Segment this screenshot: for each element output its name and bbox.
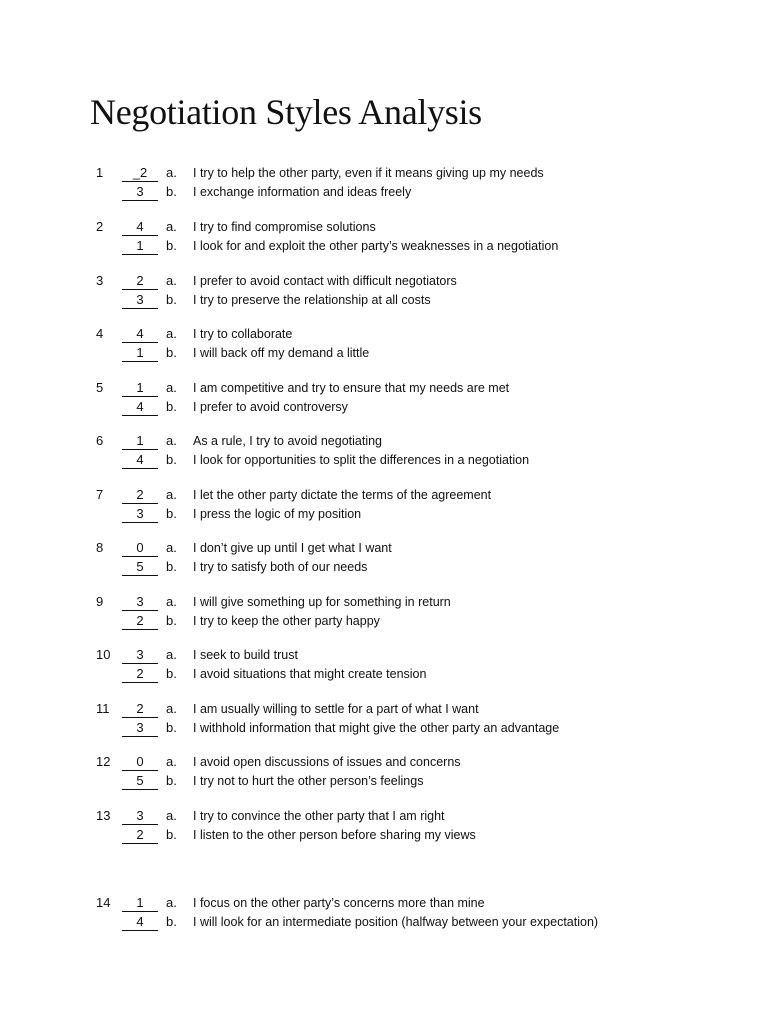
statement-a: I try to find compromise solutions — [193, 220, 376, 234]
question-number: 3 — [96, 273, 104, 288]
statement-a: I don’t give up until I get what I want — [193, 541, 392, 555]
statement-b: I try not to hurt the other person’s feelings — [193, 774, 424, 788]
score-field-a[interactable]: 2 — [122, 700, 158, 718]
option-letter-b: b. — [166, 720, 177, 735]
question-item — [0, 218, 768, 256]
option-letter-b: b. — [166, 184, 177, 199]
score-field-a[interactable]: 3 — [122, 646, 158, 664]
option-letter-b: b. — [166, 773, 177, 788]
option-letter-a: a. — [166, 273, 177, 288]
option-letter-b: b. — [166, 238, 177, 253]
score-field-b[interactable]: 1 — [122, 344, 158, 362]
question-number: 11 — [96, 701, 110, 716]
option-letter-b: b. — [166, 613, 177, 628]
statement-b: I listen to the other person before sharing my views — [193, 828, 476, 842]
question-number: 2 — [96, 219, 104, 234]
answer-row-a — [0, 432, 768, 450]
question-number: 14 — [96, 895, 111, 910]
statement-b: I try to satisfy both of our needs — [193, 560, 368, 574]
answer-row-b — [0, 398, 768, 416]
question-item — [0, 753, 768, 791]
score-field-a[interactable]: _2 — [122, 164, 158, 182]
answer-row-b — [0, 237, 768, 255]
option-letter-a: a. — [166, 647, 177, 662]
question-item — [0, 325, 768, 363]
option-letter-b: b. — [166, 452, 177, 467]
question-number: 5 — [96, 380, 104, 395]
answer-row-b — [0, 451, 768, 469]
option-letter-b: b. — [166, 345, 177, 360]
statement-b: I will back off my demand a little — [193, 346, 370, 360]
statement-b: I look for and exploit the other party’s weaknesses in a negotiation — [193, 239, 559, 253]
score-field-b[interactable]: 1 — [122, 237, 158, 255]
answer-row-a — [0, 325, 768, 343]
answer-row-a — [0, 486, 768, 504]
option-letter-a: a. — [166, 487, 177, 502]
question-item — [0, 164, 768, 202]
statement-a: I prefer to avoid contact with difficult negotiators — [193, 274, 457, 288]
statement-b: I withhold information that might give the other party an advantage — [193, 721, 560, 735]
statement-a: I avoid open discussions of issues and concerns — [193, 755, 461, 769]
score-field-a[interactable]: 2 — [122, 486, 158, 504]
question-item — [0, 432, 768, 470]
score-field-b[interactable]: 3 — [122, 183, 158, 201]
statement-b: I look for opportunities to split the differences in a negotiation — [193, 453, 530, 467]
page-title: Negotiation Styles Analysis — [90, 92, 482, 132]
score-field-b[interactable]: 5 — [122, 772, 158, 790]
question-number: 12 — [96, 754, 111, 769]
question-number: 8 — [96, 540, 104, 555]
statement-a: I am usually willing to settle for a part of what I want — [193, 702, 479, 716]
answer-row-b — [0, 913, 768, 931]
option-letter-a: a. — [166, 754, 177, 769]
answer-row-b — [0, 665, 768, 683]
score-field-a[interactable]: 0 — [122, 753, 158, 771]
score-field-a[interactable]: 4 — [122, 218, 158, 236]
answer-row-a — [0, 218, 768, 236]
question-number: 9 — [96, 594, 104, 609]
question-item — [0, 379, 768, 417]
statement-a: I try to help the other party, even if it means giving up my needs — [193, 166, 544, 180]
option-letter-b: b. — [166, 506, 177, 521]
answer-row-a — [0, 753, 768, 771]
question-item — [0, 700, 768, 738]
answer-row-b — [0, 344, 768, 362]
option-letter-a: a. — [166, 380, 177, 395]
answer-row-a — [0, 807, 768, 825]
option-letter-a: a. — [166, 540, 177, 555]
score-field-b[interactable]: 4 — [122, 913, 158, 931]
option-letter-a: a. — [166, 219, 177, 234]
option-letter-b: b. — [166, 559, 177, 574]
option-letter-b: b. — [166, 399, 177, 414]
score-field-b[interactable]: 3 — [122, 291, 158, 309]
answer-row-b — [0, 183, 768, 201]
score-field-a[interactable]: 4 — [122, 325, 158, 343]
answer-row-b — [0, 826, 768, 844]
option-letter-a: a. — [166, 165, 177, 180]
option-letter-b: b. — [166, 914, 177, 929]
answer-row-a — [0, 379, 768, 397]
statement-b: I try to keep the other party happy — [193, 614, 380, 628]
answer-row-b — [0, 291, 768, 309]
question-number: 6 — [96, 433, 104, 448]
answer-row-a — [0, 700, 768, 718]
statement-b: I avoid situations that might create tension — [193, 667, 427, 681]
statement-a: I try to collaborate — [193, 327, 293, 341]
question-number: 7 — [96, 487, 104, 502]
statement-a: I seek to build trust — [193, 648, 298, 662]
score-field-a[interactable]: 1 — [122, 894, 158, 912]
statement-a: I try to convince the other party that I am right — [193, 809, 445, 823]
question-item — [0, 593, 768, 631]
answer-row-a — [0, 539, 768, 557]
option-letter-b: b. — [166, 827, 177, 842]
question-item — [0, 807, 768, 845]
option-letter-a: a. — [166, 326, 177, 341]
score-field-a[interactable]: 3 — [122, 593, 158, 611]
statement-b: I press the logic of my position — [193, 507, 362, 521]
option-letter-a: a. — [166, 701, 177, 716]
question-item — [0, 539, 768, 577]
option-letter-a: a. — [166, 808, 177, 823]
option-letter-b: b. — [166, 666, 177, 681]
score-field-a[interactable]: 0 — [122, 539, 158, 557]
statement-b: I exchange information and ideas freely — [193, 185, 412, 199]
score-field-a[interactable]: 3 — [122, 807, 158, 825]
answer-row-a — [0, 646, 768, 664]
option-letter-b: b. — [166, 292, 177, 307]
score-field-b[interactable]: 3 — [122, 719, 158, 737]
option-letter-a: a. — [166, 433, 177, 448]
question-item — [0, 646, 768, 684]
question-number: 4 — [96, 326, 104, 341]
option-letter-a: a. — [166, 895, 177, 910]
score-field-b[interactable]: 3 — [122, 505, 158, 523]
statement-a: As a rule, I try to avoid negotiating — [193, 434, 382, 448]
statement-b: I prefer to avoid controversy — [193, 400, 348, 414]
statement-a: I focus on the other party’s concerns more than mine — [193, 896, 485, 910]
score-field-a[interactable]: 1 — [122, 379, 158, 397]
score-field-a[interactable]: 1 — [122, 432, 158, 450]
score-field-b[interactable]: 2 — [122, 612, 158, 630]
score-field-b[interactable]: 2 — [122, 665, 158, 683]
score-field-a[interactable]: 2 — [122, 272, 158, 290]
score-field-b[interactable]: 4 — [122, 451, 158, 469]
score-field-b[interactable]: 5 — [122, 558, 158, 576]
score-field-b[interactable]: 4 — [122, 398, 158, 416]
question-number: 1 — [96, 165, 104, 180]
option-letter-a: a. — [166, 594, 177, 609]
statement-a: I will give something up for something in return — [193, 595, 451, 609]
statement-a: I am competitive and try to ensure that my needs are met — [193, 381, 510, 395]
answer-row-b — [0, 558, 768, 576]
statement-a: I let the other party dictate the terms of the agreement — [193, 488, 492, 502]
answer-row-a — [0, 164, 768, 182]
score-field-b[interactable]: 2 — [122, 826, 158, 844]
statement-b: I try to preserve the relationship at all costs — [193, 293, 431, 307]
question-item — [0, 272, 768, 310]
question-item — [0, 894, 768, 932]
answer-row-a — [0, 272, 768, 290]
answer-row-b — [0, 772, 768, 790]
answer-row-a — [0, 894, 768, 912]
answer-row-b — [0, 719, 768, 737]
question-number: 13 — [96, 808, 111, 823]
answer-row-a — [0, 593, 768, 611]
statement-b: I will look for an intermediate position (halfway between your expectation) — [193, 915, 599, 929]
question-item — [0, 486, 768, 524]
answer-row-b — [0, 612, 768, 630]
question-number: 10 — [96, 647, 111, 662]
answer-row-b — [0, 505, 768, 523]
